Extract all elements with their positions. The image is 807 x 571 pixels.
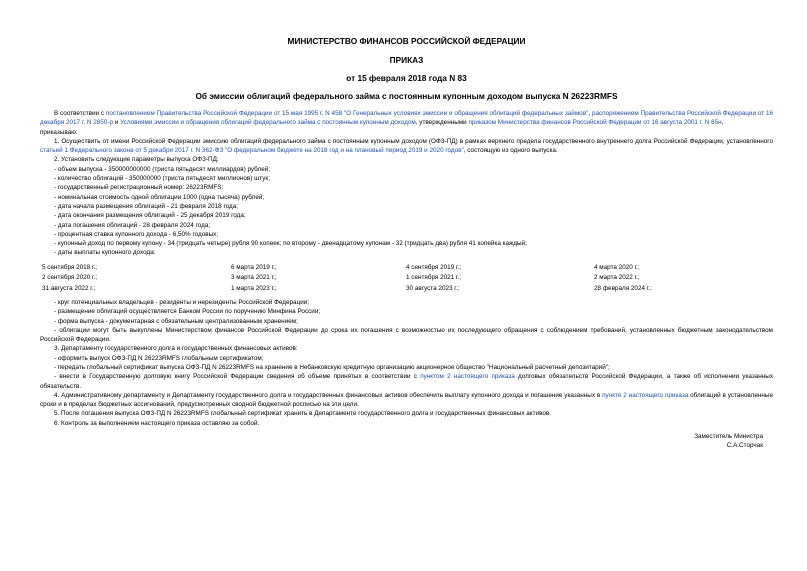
item-1-text: , состоящую из одного выпуска. [463, 147, 558, 155]
document-title: Об эмиссии облигаций федерального займа с постоянным купонным доходом выпуска N 26223RMFS [195, 91, 618, 101]
order-word: приказываю: [40, 128, 78, 136]
item-4-text: облигаций в установленные сроки и в пределах бюджетных ассигнований, предусмотренных сводной бюджетной росписью на эти цели. [40, 391, 773, 409]
item-4-text: 4. Административному департаменту и Департаменту государственного долга и государственных финансовых активов обеспечить выплату купонного дохода и погашение указанных в [54, 391, 603, 399]
item-6: 6. Контроль за выполнением настоящего приказа оставляю за собой. [54, 419, 260, 427]
item-4 [40, 391, 773, 410]
param-line: - объем выпуска - 350000000000 (триста пятьдесят миллиардов) рублей; [54, 165, 271, 173]
coupon-date: 30 августа 2023 г.; [406, 284, 460, 292]
link-item-2[interactable]: пунктом 2 настоящего приказа [420, 373, 515, 381]
preamble-paragraph [40, 109, 773, 128]
signatory-position: Заместитель Министра [694, 433, 763, 441]
link-item-2[interactable]: пункте 2 настоящего приказа [602, 391, 689, 399]
link-federal-law-362fz[interactable]: статьей 1 Федерального закона от 5 декабря 2017 г. N 362-ФЗ "О федеральном бюджете на 2018 год и на плановый период 2019 и 2020 годов" [40, 147, 464, 155]
param-line: - форма выпуска - документарная с обязательным централизованным хранением; [54, 317, 298, 325]
preamble-text: , [721, 119, 724, 127]
item-1-text: 1. Осуществить от имени Российской Федерации эмиссию облигаций федерального займа с постоянным купонным доходом (ОФЗ-ПД) в рамках верхнего предела государственного внутреннего долга Российской Федерации, установленного [54, 137, 773, 145]
param-line: - процентная ставка купонного дохода - 6,50% годовых; [54, 230, 219, 238]
coupon-date: 31 августа 2022 г.; [42, 284, 96, 292]
coupon-date: 2 сентября 2020 г.; [42, 274, 98, 282]
link-minfin-order-65n[interactable]: приказом Министерства финансов Российской Федерации от 16 августа 2001 г. N 65н [468, 119, 722, 127]
param-line: - круг потенциальных владельцев - резиденты и нерезиденты Российской Федерации; [54, 298, 310, 306]
coupon-date: 4 сентября 2019 г.; [406, 263, 462, 271]
item-5: 5. После погашения выпуска ОФЗ-ПД N 26223RMFS глобальный сертификат хранить в Департаменте государственного долга и государственных финансовых активов. [54, 410, 552, 418]
param-line: - размещение облигаций осуществляется Банком России по поручению Минфина России; [54, 308, 321, 316]
param-line: - облигации могут быть выкуплены Министерством финансов Российской Федерации до срока их погашения с возможностью их последующего обращения с соблюдением требований, установленных бюджетным законодательством Российской Федерации. [40, 326, 773, 344]
item-2-intro: 2. Установить следующие параметры выпуска ОФЗ-ПД: [54, 156, 219, 164]
preamble-text: В соответствии с [54, 110, 106, 117]
date-number-heading: от 15 февраля 2018 года N 83 [346, 73, 467, 83]
param-line: - купонный доход по первому купону - 34 (тридцать четыре) рубля 90 копеек; по второму - двенадцатому купонам - 32 (тридцать два) рубля 41 копейка каждый; [54, 240, 527, 248]
ministry-heading: МИНИСТЕРСТВО ФИНАНСОВ РОССИЙСКОЙ ФЕДЕРАЦИИ [287, 36, 526, 46]
link-government-order-2850r[interactable]: распоряжением Правительства Российской Федерации от 16 декабря 2017 г. N 2850-р [40, 110, 773, 127]
preamble-text: , утвержденными [415, 119, 469, 127]
param-line: - дата начала размещения облигаций - 21 февраля 2018 года; [54, 202, 239, 210]
signatory-name: С.А.Сторчак [726, 442, 763, 450]
coupon-date: 1 сентября 2021 г.; [406, 274, 462, 282]
param-line: - государственный регистрационный номер: 26223RMFS; [54, 184, 224, 192]
param-line: - дата окончания размещения облигаций - 25 декабря 2019 года; [54, 212, 246, 220]
item-3-c [40, 372, 773, 391]
coupon-date: 6 марта 2019 г.; [231, 263, 277, 271]
preamble-text: , [588, 110, 592, 117]
param-line: - дата погашения облигаций - 28 февраля 2024 года; [54, 221, 211, 229]
signature-block [40, 432, 773, 451]
param-line: - номинальная стоимость одной облигации 1000 (одна тысяча) рублей; [54, 193, 265, 201]
preamble-text: и [113, 119, 121, 127]
item-3-a: - оформить выпуск ОФЗ-ПД N 26223RMFS глобальным сертификатом; [54, 354, 264, 362]
document-type-heading: ПРИКАЗ [389, 55, 424, 65]
coupon-date: 3 марта 2021 г.; [231, 274, 277, 282]
link-government-resolution-458[interactable]: постановлением Правительства Российской Федерации от 15 мая 1995 г. N 458 "О Генеральных условиях эмиссии и обращения облигаций федеральных займов" [105, 110, 589, 117]
param-line: - даты выплаты купонного дохода: [54, 249, 156, 257]
item-3-c-text: долговых обязательств Российской Федерации, а также об исполнении указанных обязательств. [40, 373, 774, 390]
param-line: - количество облигаций - 350000000 (триста пятьдесят миллионов) штук; [54, 175, 270, 183]
item-3-intro: 3. Департаменту государственного долга и государственных финансовых активов: [54, 345, 298, 353]
item-3-c-text: - внести в Государственную долговую книгу Российской Федерации сведения об объеме принятых в соответствии с [54, 373, 421, 381]
item-3-b: - передать глобальный сертификат выпуска ОФЗ-ПД N 26223RMFS на хранение в Небанковскую кредитную организацию акционерное общество "Национальный расчетный депозитарий"; [54, 364, 610, 371]
coupon-dates-table [42, 263, 773, 294]
coupon-date: 1 марта 2023 г.; [231, 284, 277, 292]
item-1 [40, 137, 773, 156]
coupon-date: 5 сентября 2018 г.; [42, 263, 98, 271]
link-issuance-conditions[interactable]: Условиями эмиссии и обращения облигаций федерального займа с постоянным купонным доходом [120, 119, 416, 127]
coupon-date: 4 марта 2020 г.; [594, 263, 640, 271]
coupon-date: 28 февраля 2024 г.; [594, 284, 652, 292]
coupon-date: 2 марта 2022 г.; [594, 274, 640, 282]
